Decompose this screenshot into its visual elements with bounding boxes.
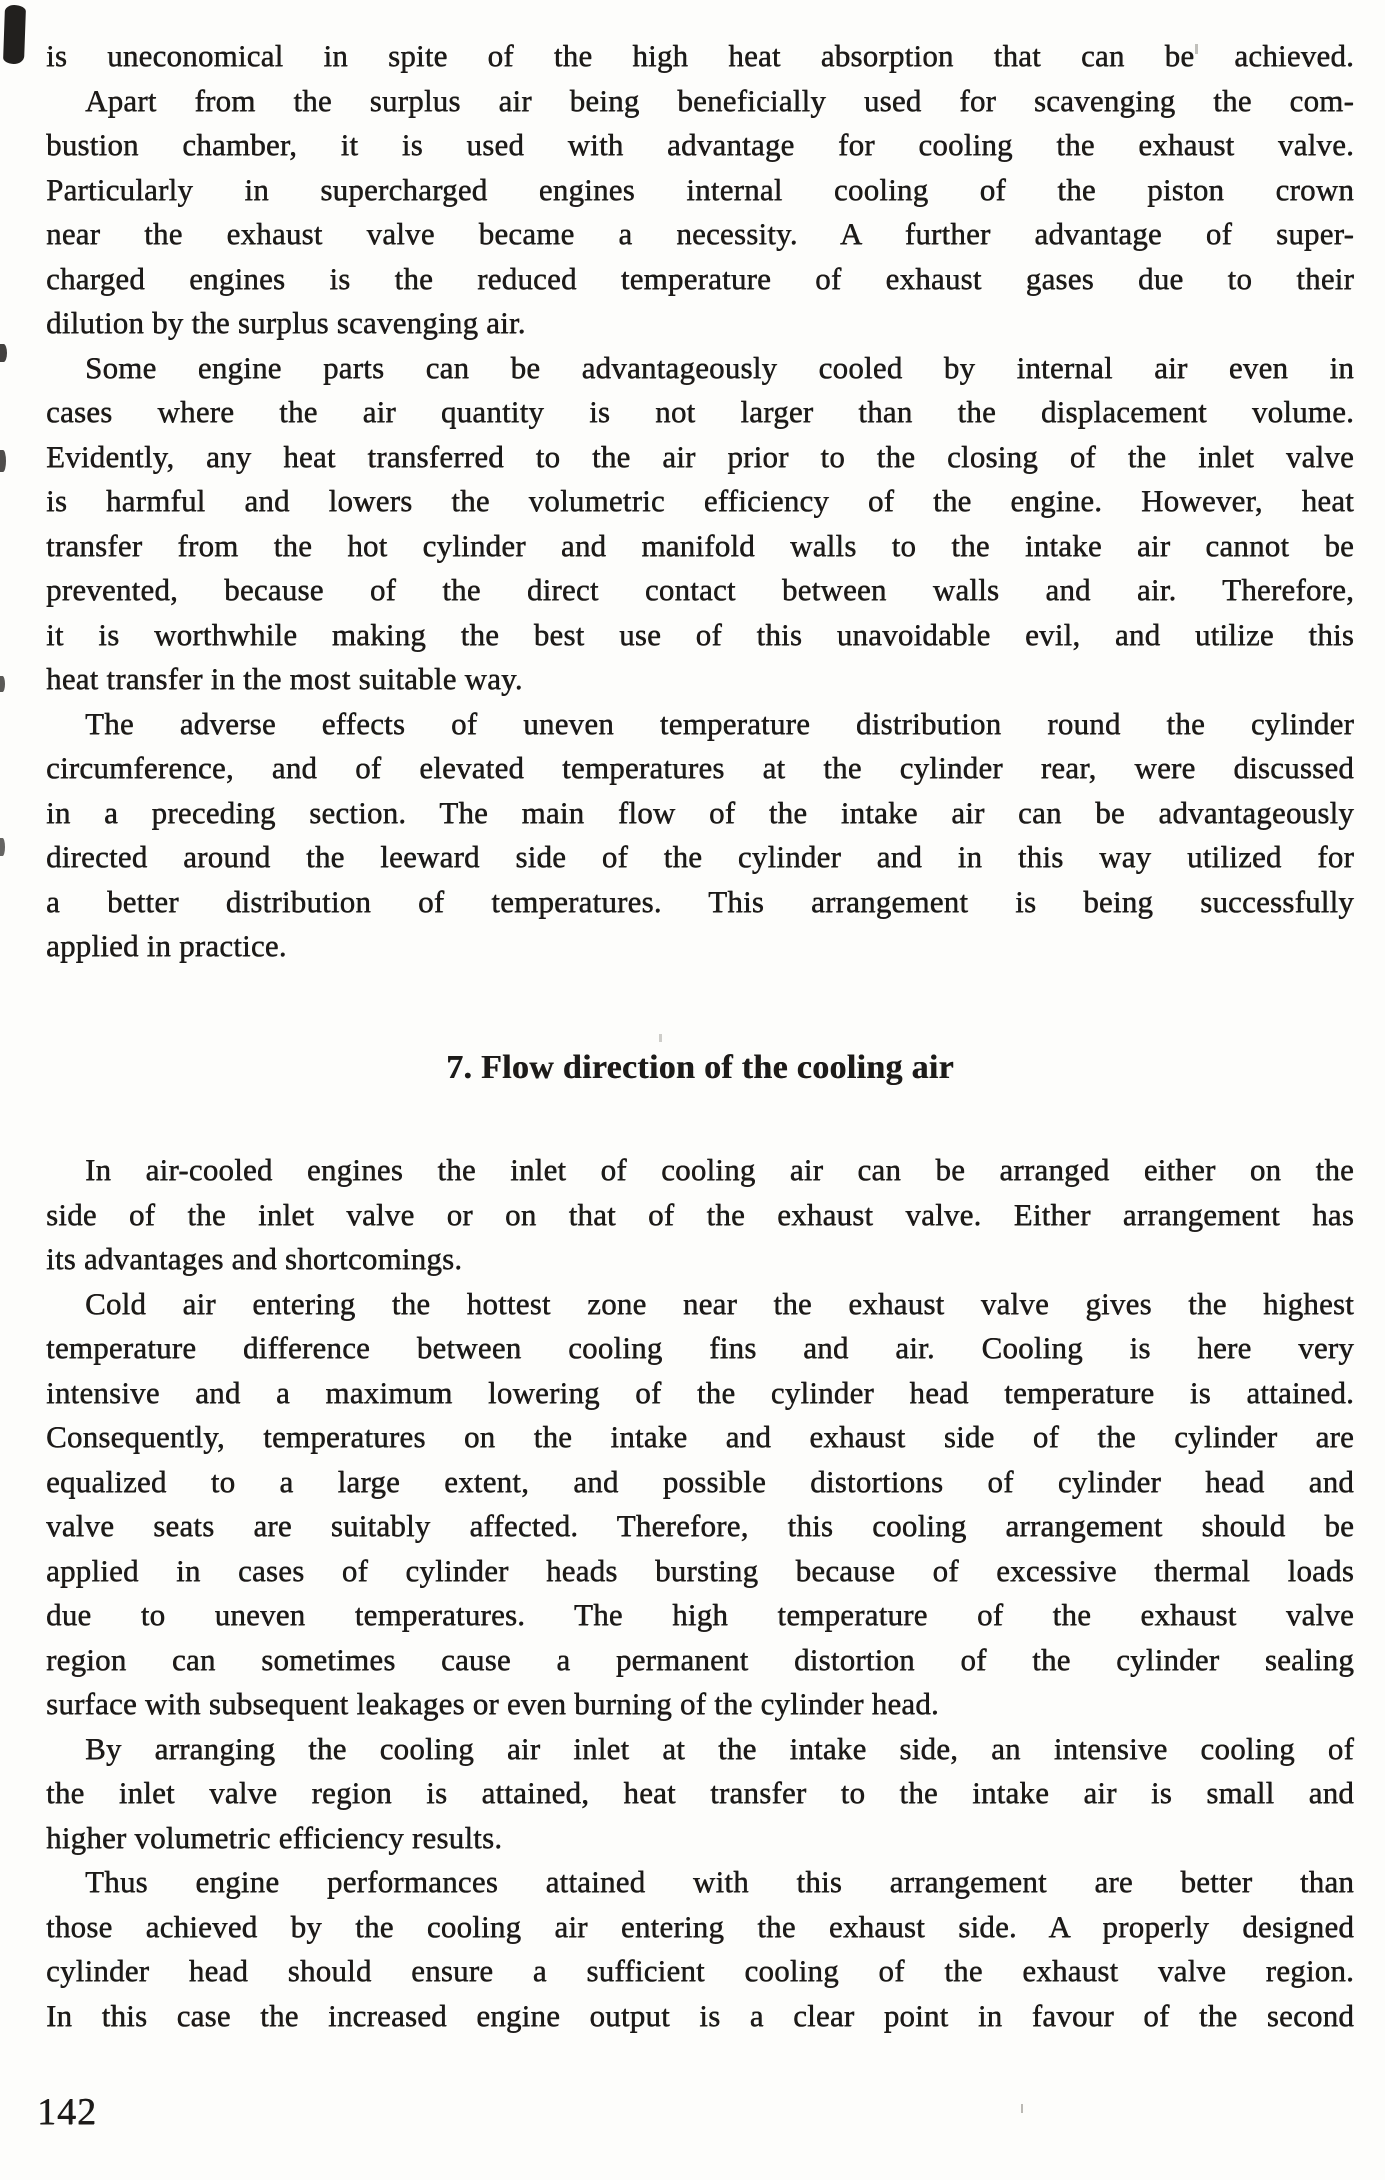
text-line: Consequently, temperatures on the intake and exhaust side of the cylinder are [46, 1419, 1354, 1454]
text-line: near the exhaust valve became a necessity. A further advantage of super- [46, 216, 1354, 251]
body-text-upper [46, 34, 1354, 969]
text-line: it is worthwhile making the best use of this unavoidable evil, and utilize this [46, 616, 1354, 652]
text-line: the inlet valve region is attained, heat transfer to the intake air is small and [46, 1775, 1354, 1810]
text-line: intensive and a maximum lowering of the cylinder head temperature is attained. [46, 1374, 1354, 1410]
text-line: surface with subsequent leakages or even burning of the cylinder head. [46, 1686, 939, 1721]
text-line: is uneconomical in spite of the high heat absorption that can be achieved. [46, 38, 1354, 73]
text-line: applied in practice. [46, 928, 287, 963]
text-line: directed around the leeward side of the cylinder and in this way utilized for [46, 839, 1354, 874]
scan-artifact [3, 5, 26, 65]
text-line: region can sometimes cause a permanent distortion of the cylinder sealing [46, 1641, 1354, 1677]
text-line: Particularly in supercharged engines internal cooling of the piston crown [46, 171, 1354, 207]
text-line: valve seats are suitably affected. Therefore, this cooling arrangement should be [46, 1508, 1354, 1543]
text-line: equalized to a large extent, and possible distortions of cylinder head and [46, 1463, 1354, 1499]
text-line: circumference, and of elevated temperatures at the cylinder rear, were discussed [46, 750, 1354, 785]
text-line: dilution by the surplus scavenging air. [46, 305, 526, 340]
text-line: side of the inlet valve or on that of the exhaust valve. Either arrangement has [46, 1196, 1354, 1232]
scan-artifact [0, 838, 5, 856]
section-heading: 7. Flow direction of the cooling air [446, 1049, 954, 1086]
text-line: cylinder head should ensure a sufficient cooling of the exhaust valve region. [46, 1953, 1354, 1988]
scan-speck [1021, 2104, 1023, 2113]
text-line: In air-cooled engines the inlet of cooling air can be arranged either on the [85, 1152, 1354, 1187]
body-text-lower [46, 1148, 1354, 2038]
text-line: cases where the air quantity is not larger than the displacement volume. [46, 394, 1354, 429]
scan-speck [659, 1034, 662, 1042]
text-line: those achieved by the cooling air entering the exhaust side. A properly designed [46, 1908, 1354, 1944]
text-line: charged engines is the reduced temperature of exhaust gases due to their [46, 260, 1354, 296]
text-line: is harmful and lowers the volumetric efficiency of the engine. However, heat [46, 483, 1354, 518]
scan-artifact [0, 450, 6, 472]
scan-artifact [0, 344, 7, 362]
text-line: Thus engine performances attained with this arrangement are better than [85, 1864, 1354, 1899]
text-line: prevented, because of the direct contact between walls and air. Therefore, [46, 572, 1354, 607]
text-line: transfer from the hot cylinder and manifold walls to the intake air cannot be [46, 527, 1354, 563]
text-line: Cold air entering the hottest zone near the exhaust valve gives the highest [85, 1285, 1354, 1321]
text-line: its advantages and shortcomings. [46, 1241, 463, 1276]
text-line: The adverse effects of uneven temperature distribution round the cylinder [85, 705, 1354, 741]
text-line: Apart from the surplus air being beneficially used for scavenging the com- [85, 82, 1354, 118]
text-line: higher volumetric efficiency results. [46, 1819, 503, 1855]
text-line: bustion chamber, it is used with advantage for cooling the exhaust valve. [46, 127, 1354, 162]
text-line: due to uneven temperatures. The high temperature of the exhaust valve [46, 1597, 1354, 1632]
text-line: In this case the increased engine output is a clear point in favour of the second [46, 1997, 1354, 2033]
text-line: temperature difference between cooling fins and air. Cooling is here very [46, 1330, 1354, 1365]
text-line: in a preceding section. The main flow of the intake air can be advantageously [46, 794, 1354, 830]
text-line: By arranging the cooling air inlet at the intake side, an intensive cooling of [85, 1730, 1354, 1766]
text-line: Some engine parts can be advantageously cooled by internal air even in [85, 349, 1354, 385]
text-line: Evidently, any heat transferred to the air prior to the closing of the inlet valve [46, 438, 1354, 474]
scan-artifact [0, 676, 5, 692]
page-number: 142 [37, 2091, 97, 2133]
text-line: a better distribution of temperatures. This arrangement is being successfully [46, 883, 1354, 919]
text-line: applied in cases of cylinder heads bursting because of excessive thermal loads [46, 1552, 1354, 1588]
text-line: heat transfer in the most suitable way. [46, 661, 523, 696]
